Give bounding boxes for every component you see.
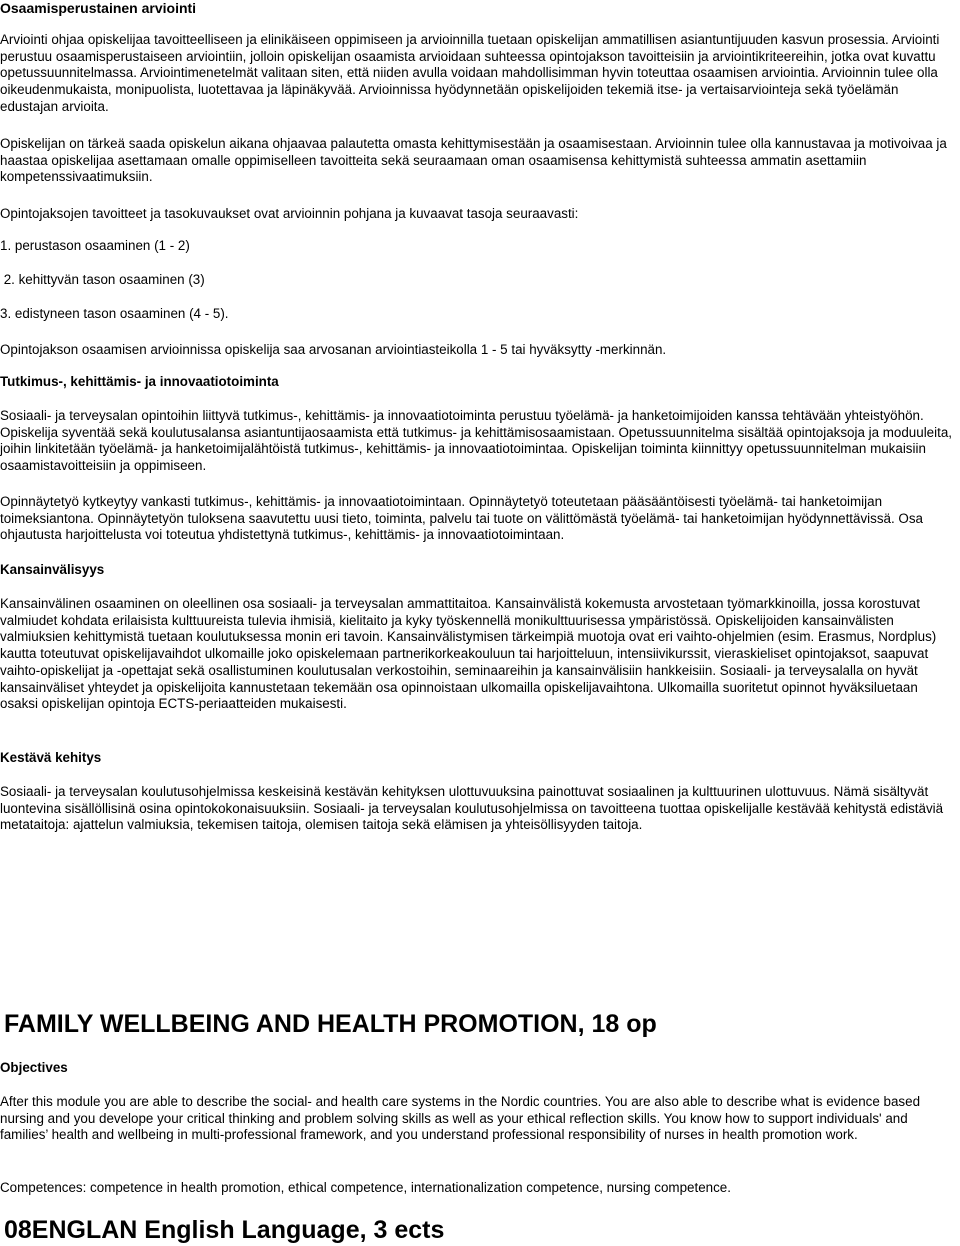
internationalization-paragraph: Kansainvälinen osaaminen on oleellinen osa sosiaali- ja terveysalan ammattitaitoa. Kansainvälistä kokemusta arvostetaan työmarkkinoilla, jossa korostuvat valmiudet kohdata erilaisista kulttuureista tulevia ihmisiä, kielitaito ja kyky työskennellä monikulttuurisessa ympäristössä. Opiskelijoiden kansainvälisten valmiuksien kehittymistä tuetaan koulutuksessa monin eri tavoin. Kansainvälistymisen tärkeimpiä muotoja ovat eri vaihto-ohjelmien (esim. Erasmus, Nordplus) kautta toteutuvat opiskelijavaihdot ulkomaille joko opiskelemaan partnerikorkeakouluun tai harjoitteluun, intensiivikurssit, vieraskieliset opintojaksot, saapuvat vaihto-opiskelijat ja -opettajat sekä osallistuminen koulutusalan verkostoihin, seminaareihin ja kansainvälisiin hankkeisiin. Sosiaali- ja terveysalalla on hyvät kansainväliset yhteydet ja opiskelijoita kannustetaan tekemään osa opinnoistaan ulkomailla opiskelijavaihtona. Ulkomailla suoritetut opinnot hyväksiluetaan osaksi opiskelijan opintoja ECTS-periaatteiden mukaisesti. [0,596,937,712]
objectives-paragraph: After this module you are able to describe the social- and health care systems in the Nordic countries. You are also able to describe what is evidence based nursing and you develope your critical thinking and problem solving skills as well as your ethical reflection skills. You know how to support individuals' and families’ health and wellbeing in multi-professional framework, and you understand professional responsibility of nurses in health promotion work. [0,1094,921,1143]
level-item-2: 2. kehittyvän tason osaaminen (3) [0,272,205,287]
section-heading-assessment: Osaamisperustainen arviointi [0,0,197,16]
level-item-1: 1. perustason osaaminen (1 - 2) [0,238,190,253]
rdi-paragraph-2: Opinnäytetyö kytkeytyy vankasti tutkimus-, kehittämis- ja innovaatiotoimintaan. Opinnäytetyö toteutetaan pääsääntöisesti työelämä- tai hanketoimijan toimeksiantona. Opinnäytetyön tuloksena saavutettu uusi tieto, toiminta, palvelu tai tuote on välittömästä työelämä- tai hanketoimijan hyödynnettävissä. Osa ohjautusta harjoittelusta voi toteutua yhdistettynä tutkimus-, kehittämis- ja innovaatiotoimintaan. [0,494,923,543]
section-heading-internationalization: Kansainvälisyys [0,562,105,577]
assessment-paragraph-4: Opintojakson osaamisen arvioinnissa opiskelija saa arvosanan arviointiasteikolla 1 - 5 tai hyväksytty -merkinnän. [0,342,667,357]
rdi-paragraph-1: Sosiaali- ja terveysalan opintoihin liittyvä tutkimus-, kehittämis- ja innovaatiotoiminta perustuu työelämä- ja hanketoimijoiden kanssa tehtävään yhteistyöhön. Opiskelija syventää sekä koulutusalansa asiantuntijaosaamista että tutkimus- ja kehittämisosaamistaan. Opetussuunnitelma sisältää opintojaksoja ja moduuleita, joihin linkitetään työelämä- ja hanketoimijalähtöistä tutkimus-, kehittämis- ja innovaatiotoimintaa. Opiskelijan toiminta kiinnittyy opetussuunnitelman mukaisiin osaamistavoitteisiin ja oppimiseen. [0,408,952,474]
section-heading-sustainability: Kestävä kehitys [0,750,102,765]
course-title: 08ENGLAN English Language, 3 ects [4,1216,445,1244]
module-title: FAMILY WELLBEING AND HEALTH PROMOTION, 18 op [4,1010,657,1038]
assessment-paragraph-1: Arviointi ohjaa opiskelijaa tavoitteelliseen ja elinikäiseen oppimiseen ja arvioinnilla tuetaan opiskelijan ammatillisen asiantuntijuuden kasvun prosessia. Arviointi perustuu osaamisperustaiseen arviointiin, jolloin opiskelijan osaamista arvioidaan suhteessa opintojakson tavoitteisiin ja arviointikriteereihin, jotka ovat kuvattu opetussuunnitelmassa. Arviointimenetelmät valitaan siten, että niiden avulla voidaan mahdollisimman hyvin toteuttaa osaamisen arviointia. Arvioinnin tulee olla oikeudenmukaista, monipuolista, luotettavaa ja läpinäkyvää. Arvioinnissa hyödynnetään opiskelijoiden tekemiä itse- ja vertaisarviointeja sekä työelämän edustajan arvioita. [0,32,940,114]
assessment-paragraph-3: Opintojaksojen tavoitteet ja tasokuvaukset ovat arvioinnin pohjana ja kuvaavat tasoja seuraavasti: [0,206,579,221]
competences-paragraph: Competences: competence in health promotion, ethical competence, internationalization competence, nursing competence. [0,1180,731,1195]
section-heading-rdi: Tutkimus-, kehittämis- ja innovaatiotoiminta [0,374,279,389]
level-item-3: 3. edistyneen tason osaaminen (4 - 5). [0,306,229,321]
objectives-heading: Objectives [0,1060,68,1075]
assessment-paragraph-2: Opiskelijan on tärkeä saada opiskelun aikana ohjaavaa palautetta omasta kehittymisestään ja osaamisestaan. Arvioinnin tulee olla kannustavaa ja motivoivaa ja haastaa opiskelijaa asettamaan omalle oppimiselleen tavoitteita sekä seuraamaan oman osaamisensa kehittymistä suhteessa ammatin asettamiin kompetenssivaatimuksiin. [0,136,947,185]
sustainability-paragraph: Sosiaali- ja terveysalan koulutusohjelmissa keskeisinä kestävän kehityksen ulottuvuuksina painottuvat sosiaalinen ja kulttuurinen ulottuvuus. Nämä sisältyvät luontevina sisällöllisinä osina opintokokonaisuuksiin. Sosiaali- ja terveysalan koulutusohjelmissa on tavoitteena tuottaa opiskelijalle kestävää kehitystä edistäviä metataitoja: ajattelun valmiuksia, tekemisen taitoja, olemisen taitoja sekä elämisen ja yhteisöllisyyden taitoja. [0,784,944,833]
